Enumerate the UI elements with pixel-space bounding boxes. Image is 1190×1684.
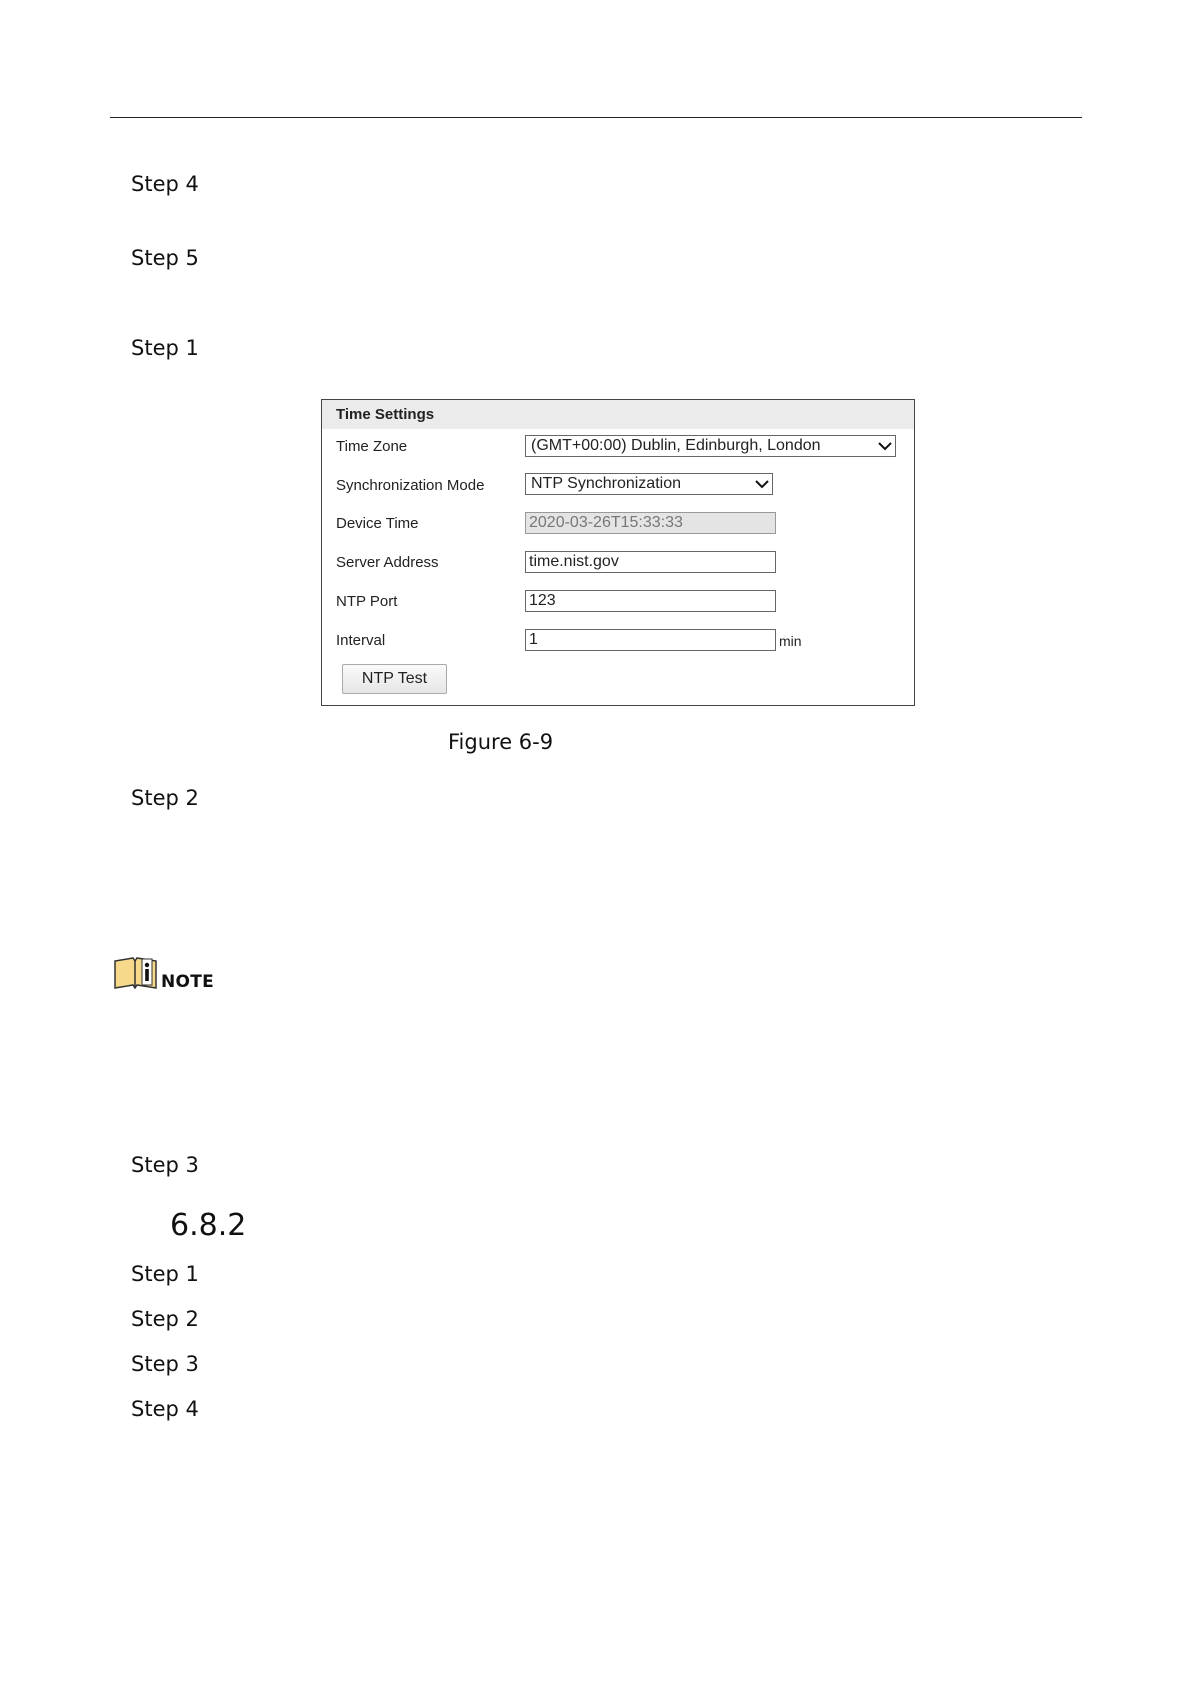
note-callout [113,955,213,993]
figure-caption: Figure 6-9 [448,730,554,754]
sync-mode-label: Synchronization Mode [336,477,485,494]
step-label: Step 5 [131,246,199,270]
chevron-down-icon [877,438,893,454]
panel-title: Time Settings [336,406,435,423]
section-heading: 6.8.2 [170,1208,247,1243]
interval-input[interactable]: 1 [525,629,776,651]
header-rule [110,117,1082,118]
panel-header [322,400,914,429]
time-zone-label: Time Zone [336,438,408,455]
step-label: Step 3 [131,1153,199,1177]
device-time-label: Device Time [336,515,419,532]
step-label: Step 4 [131,1397,199,1421]
time-zone-value: (GMT+00:00) Dublin, Edinburgh, London [531,437,821,454]
step-label: Step 3 [131,1352,199,1376]
step-label: Step 1 [131,1262,199,1286]
ntp-test-button[interactable]: NTP Test [342,664,447,694]
server-address-label: Server Address [336,554,439,571]
server-address-input[interactable]: time.nist.gov [525,551,776,573]
step-label: Step 2 [131,1307,199,1331]
time-settings-panel [321,399,915,706]
time-zone-select[interactable] [525,435,896,457]
interval-label: Interval [336,632,386,649]
ntp-port-input[interactable]: 123 [525,590,776,612]
sync-mode-select[interactable] [525,473,773,495]
note-label: NOTE [161,972,215,992]
step-label: Step 1 [131,336,199,360]
ntp-port-label: NTP Port [336,593,398,610]
step-label: Step 4 [131,172,199,196]
step-label: Step 2 [131,786,199,810]
device-time-field: 2020-03-26T15:33:33 [525,512,776,534]
sync-mode-value: NTP Synchronization [531,475,681,492]
book-info-icon [113,955,158,991]
chevron-down-icon [754,476,770,492]
interval-unit: min [779,633,802,649]
